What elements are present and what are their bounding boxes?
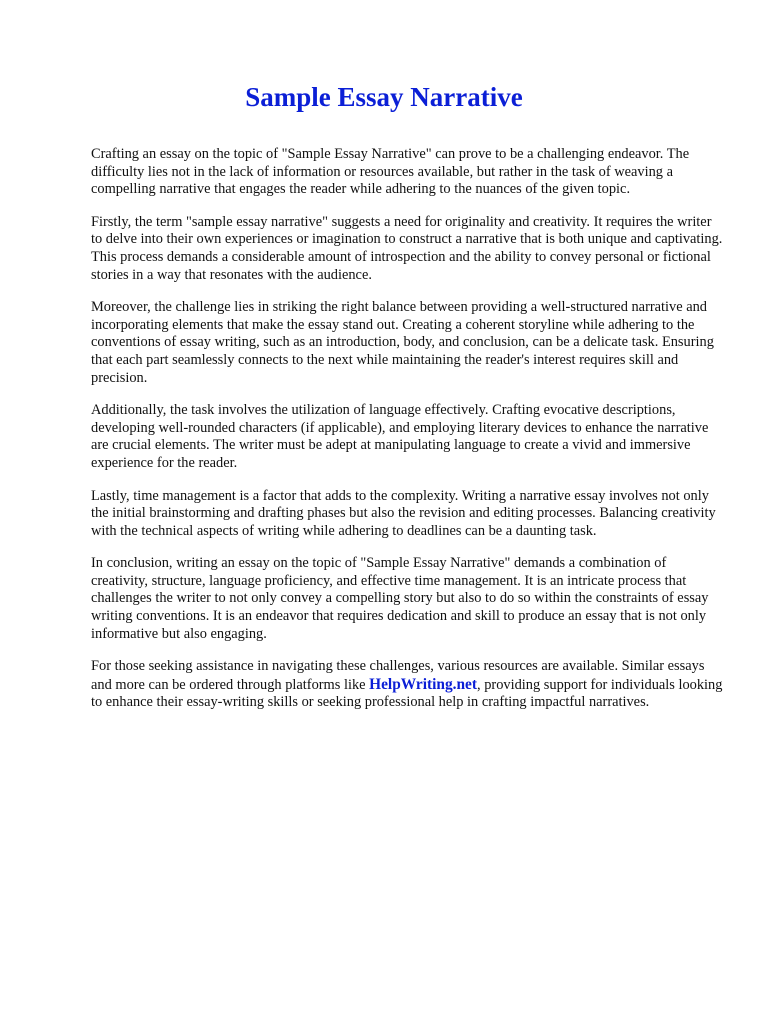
helpwriting-link[interactable]: HelpWriting.net [369,675,478,693]
paragraph-1: Crafting an essay on the topic of "Sample Essay Narrative" can prove to be a challenging endeavor. The difficulty lies not in the lack of information or resources available, but rather in the task of weaving a compelling narrative that engages the reader while adhering to the nuances of the given topic. [91,146,690,198]
paragraph-7-before-link: For those seeking assistance in navigating these challenges, various resources are available. Similar essays and more can be ordered through platforms like [91,658,705,693]
page-title: Sample Essay Narrative [245,82,523,112]
essay-body [91,146,723,727]
paragraph-3: Moreover, the challenge lies in striking the right balance between providing a well-structured narrative and incorporating elements that make the essay stand out. Creating a coherent storyline while adhering to the conventions of essay writing, such as an introduction, body, and conclusion, can be a delicate task. Ensuring that each part seamlessly connects to the next while maintaining the reader's interest requires skill and precision. [91,299,714,386]
paragraph-7 [91,658,723,712]
paragraph-4: Additionally, the task involves the utilization of language effectively. Crafting evocative descriptions, developing well-rounded characters (if applicable), and employing literary devices to enhance the narrative are crucial elements. The writer must be adept at manipulating language to create a vivid and immersive experience for the reader. [91,402,709,471]
paragraph-7-after-link: , providing support for individuals looking to enhance their essay-writing skills or seeking professional help in crafting impactful narratives. [91,676,723,711]
paragraph-6: In conclusion, writing an essay on the topic of "Sample Essay Narrative" demands a combination of creativity, structure, language proficiency, and effective time management. It is an intricate process that challenges the writer to not only convey a compelling story but also to do so within the constraints of essay writing conventions. It is an endeavor that requires dedication and skill to produce an essay that is not only informative but also engaging. [91,555,709,642]
paragraph-2: Firstly, the term "sample essay narrative" suggests a need for originality and creativity. It requires the writer to delve into their own experiences or imagination to construct a narrative that is both unique and captivating. This process demands a considerable amount of introspection and the ability to convey personal or fictional stories in a way that resonates with the audience. [91,213,723,283]
paragraph-5: Lastly, time management is a factor that adds to the complexity. Writing a narrative essay involves not only the initial brainstorming and drafting phases but also the revision and editing processes. Balancing creativity with the technical aspects of writing while adhering to deadlines can be a daunting task. [91,487,716,539]
